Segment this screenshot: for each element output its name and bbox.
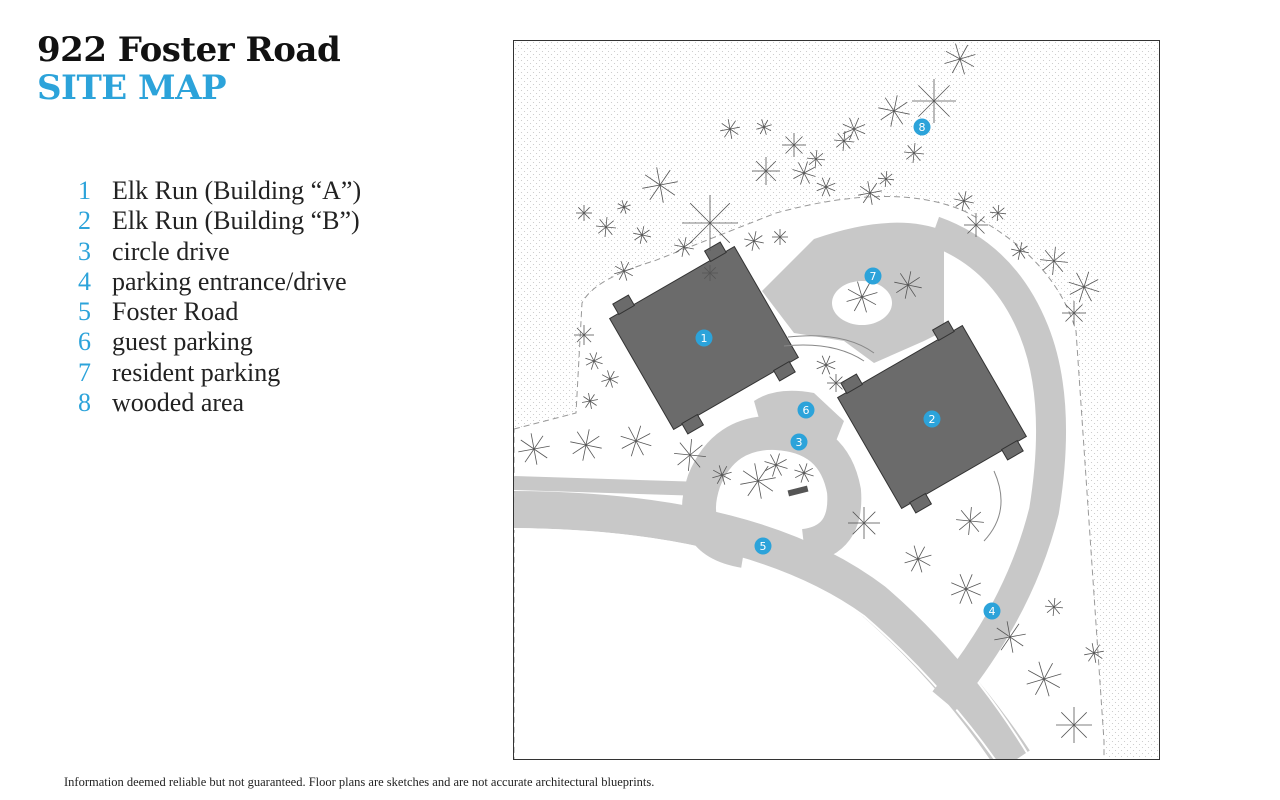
map-marker-label: 5 [759,540,767,553]
site-map [513,40,1160,760]
map-marker-label: 1 [700,332,708,345]
map-marker-label: 8 [918,121,926,134]
map-marker-parking-entrance [984,603,1001,620]
side-street [514,483,704,489]
tree-icon [1056,707,1092,743]
map-marker-building-a [696,330,713,347]
page-title: 922 Foster Road [37,30,341,70]
tree-icon [1062,301,1086,325]
legend-number: 7 [78,357,91,387]
tree-icon [782,133,806,157]
legend-item [78,237,361,267]
disclaimer-footer: Information deemed reliable but not guaranteed. Floor plans are sketches and are not accurate architectural blueprints. [64,775,655,789]
legend-label: parking entrance/drive [112,266,347,296]
legend-label: Elk Run (Building “A”) [112,176,362,205]
tree-icon [772,229,788,245]
map-marker-resident-parking [865,268,882,285]
legend-item [78,358,361,388]
legend-number: 6 [78,327,91,357]
tree-icon [702,265,718,281]
legend-item [78,206,361,236]
tree-icon [848,507,880,539]
tree-icon [827,374,845,392]
tree-icon [964,213,988,237]
map-marker-foster-road [755,538,772,555]
map-marker-label: 3 [795,436,803,449]
tree-icon [912,79,956,123]
legend-item [78,388,361,418]
map-marker-circle-drive [791,434,808,451]
legend-label: Elk Run (Building “B”) [112,206,360,236]
legend-label: wooded area [112,388,245,418]
map-marker-wooded-area [914,119,931,136]
site-map-drawing [514,41,1160,760]
legend-label: guest parking [112,327,253,357]
parking-island [832,281,892,325]
legend-number: 1 [78,176,91,205]
legend-number: 2 [78,206,91,236]
legend-number: 5 [78,297,91,327]
legend-item [78,176,361,206]
legend-number: 3 [78,236,91,266]
legend-item [78,297,361,327]
legend-label: Foster Road [112,297,239,327]
map-marker-label: 7 [869,270,877,283]
legend-item [78,267,361,297]
legend-number: 8 [78,388,91,418]
map-marker-label: 4 [988,605,996,618]
tree-icon [752,157,780,185]
map-marker-building-b [924,411,941,428]
map-marker-guest-parking [798,402,815,419]
legend-item [78,327,361,357]
legend-number: 4 [78,266,91,296]
legend-label: resident parking [112,357,281,387]
map-legend [78,176,361,418]
page-subtitle: SITE MAP [37,68,227,108]
tree-icon [576,205,592,221]
legend-label: circle drive [112,236,230,266]
tree-icon [574,325,594,345]
map-marker-label: 2 [928,413,936,426]
map-marker-label: 6 [802,404,810,417]
